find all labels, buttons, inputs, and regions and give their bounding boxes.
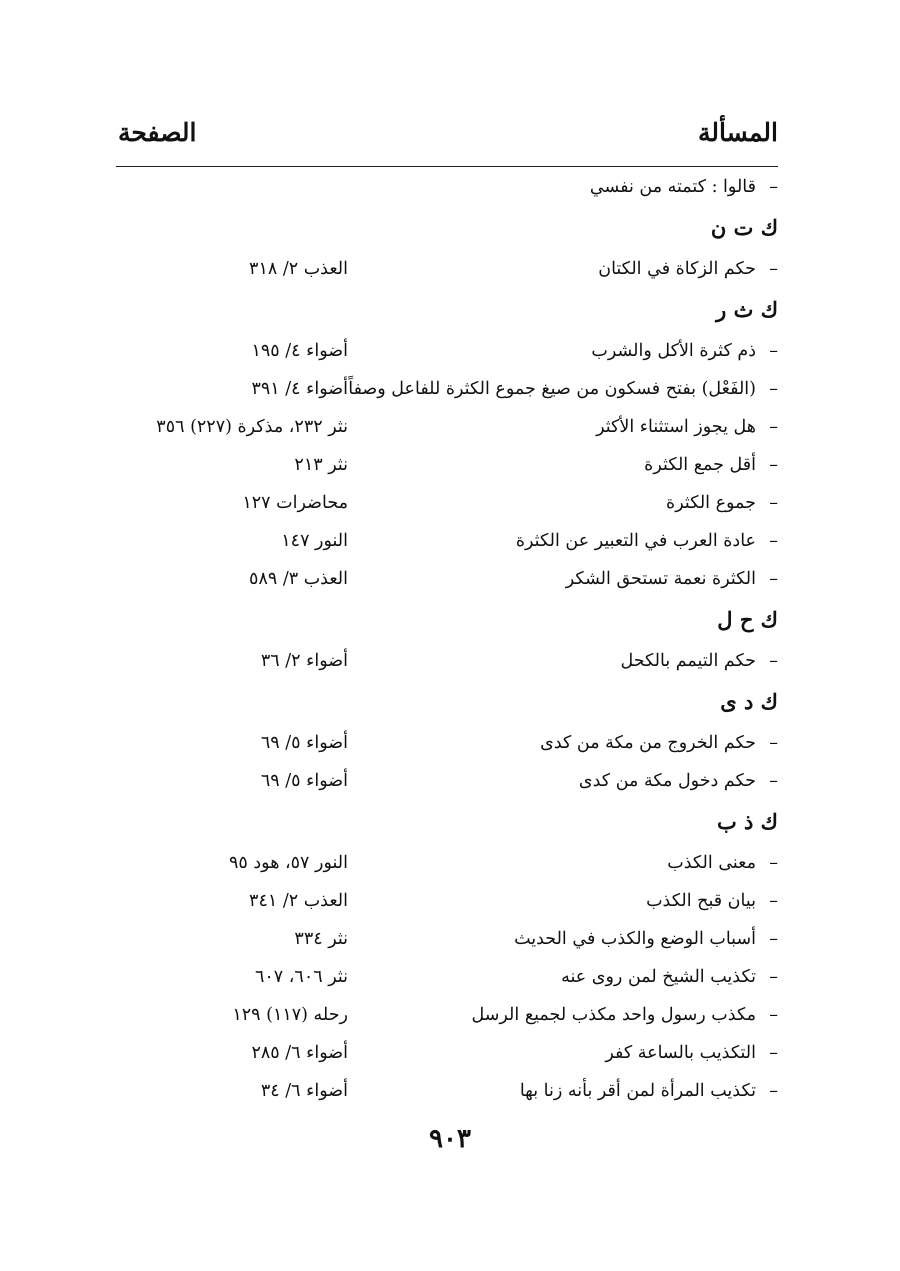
index-entry [118,920,778,958]
root-heading: ك ت ن [710,215,778,240]
entry-topic: حكم الزكاة في الكتان [598,259,756,279]
index-entry [118,642,778,680]
root-heading: ك د ى [720,689,778,714]
entry-reference: محاضرات ١٢٧ [242,493,348,513]
entry-reference: نثر ٣٣٤ [294,929,348,949]
entry-reference: العذب ٢/ ٣١٨ [249,259,348,279]
index-entry [118,1034,778,1072]
entry-topic: معنى الكذب [667,853,756,873]
entry-dash: – [769,455,778,475]
index-entry [118,370,778,408]
index-entry [118,168,778,206]
entry-topic: حكم دخول مكة من كدى [578,771,756,791]
entry-reference: النور ٥٧، هود ٩٥ [229,853,348,873]
entry-reference: العذب ٣/ ٥٨٩ [249,569,348,589]
entry-topic: الكثرة نعمة تستحق الشكر [565,569,756,589]
index-entry [118,762,778,800]
page-number: ٩٠٣ [429,1124,471,1154]
entry-reference: أضواء ٤/ ٣٩١ [251,379,348,399]
root-heading: ك ث ر [716,297,778,322]
entry-reference: نثر ٦٠٦، ٦٠٧ [255,967,348,987]
entry-dash: – [769,177,778,197]
index-entry [118,560,778,598]
entry-dash: – [769,1005,778,1025]
entry-topic: حكم الخروج من مكة من كدى [540,733,756,753]
entry-topic: جموع الكثرة [666,493,756,513]
index-entry [118,882,778,920]
root-heading: ك ذ ب [716,809,778,834]
entry-topic: عادة العرب في التعبير عن الكثرة [515,531,756,551]
header-page: الصفحة [118,118,197,147]
entry-dash: – [769,417,778,437]
entry-reference: أضواء ٤/ ١٩٥ [251,341,348,361]
entry-dash: – [769,379,778,399]
entry-topic: بيان قبح الكذب [646,891,756,911]
entry-dash: – [769,341,778,361]
entry-topic: تكذيب الشيخ لمن روى عنه [561,967,756,987]
entry-dash: – [769,1081,778,1101]
entry-dash: – [769,569,778,589]
entry-reference: أضواء ٢/ ٣٦ [260,651,348,671]
header-issue: المسألة [698,118,778,147]
entry-dash: – [769,853,778,873]
index-entry [118,958,778,996]
entry-reference: رحله (١١٧) ١٢٩ [232,1005,348,1025]
index-entry [118,844,778,882]
entry-reference: العذب ٢/ ٣٤١ [249,891,348,911]
column-header [118,118,778,158]
root-heading: ك ح ل [717,607,778,632]
entry-topic: أقل جمع الكثرة [644,455,756,475]
entry-dash: – [769,771,778,791]
entry-topic: أسباب الوضع والكذب في الحديث [514,929,756,949]
entry-topic: قالوا : كتمته من نفسي [589,177,756,197]
entry-topic: هل يجوز استثناء الأكثر [596,417,756,437]
index-entry [118,446,778,484]
entry-dash: – [769,967,778,987]
index-entry [118,408,778,446]
entry-reference: أضواء ٥/ ٦٩ [260,771,348,791]
entry-dash: – [769,651,778,671]
entry-topic: (الفَعْل) بفتح فسكون من صيغ جموع الكثرة للفاعل وصفاً [348,379,756,399]
entry-dash: – [769,493,778,513]
index-list [118,168,778,1110]
entry-reference: أضواء ٦/ ٢٨٥ [251,1043,348,1063]
index-entry [118,1072,778,1110]
entry-topic: ذم كثرة الأكل والشرب [591,341,756,361]
header-divider [116,166,778,167]
entry-reference: نثر ٢١٣ [294,455,348,475]
entry-dash: – [769,891,778,911]
entry-topic: حكم التيمم بالكحل [620,651,756,671]
index-entry [118,484,778,522]
entry-dash: – [769,733,778,753]
index-entry [118,522,778,560]
entry-dash: – [769,1043,778,1063]
entry-reference: نثر ٢٣٢، مذكرة (٢٢٧) ٣٥٦ [156,417,348,437]
entry-topic: مكذب رسول واحد مكذب لجميع الرسل [471,1005,756,1025]
entry-reference: أضواء ٥/ ٦٩ [260,733,348,753]
index-entry [118,332,778,370]
entry-reference: أضواء ٦/ ٣٤ [260,1081,348,1101]
entry-dash: – [769,259,778,279]
index-entry [118,996,778,1034]
index-entry [118,724,778,762]
entry-dash: – [769,929,778,949]
index-entry [118,250,778,288]
entry-topic: تكذيب المرأة لمن أقر بأنه زنا بها [519,1081,756,1101]
entry-reference: النور ١٤٧ [281,531,348,551]
entry-dash: – [769,531,778,551]
entry-topic: التكذيب بالساعة كفر [605,1043,756,1063]
